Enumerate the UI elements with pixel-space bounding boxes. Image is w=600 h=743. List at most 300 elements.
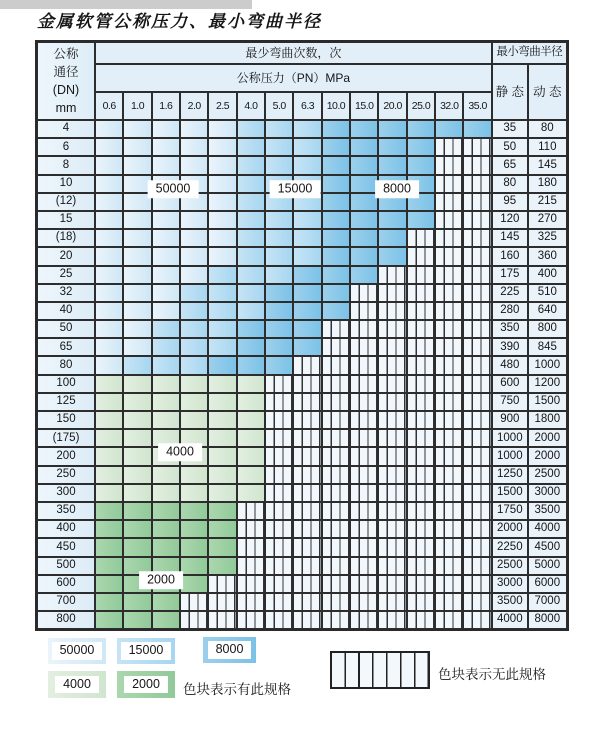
- spec-cell: [95, 611, 123, 629]
- spec-cell: [208, 156, 236, 174]
- legend-no-spec-swatch: [330, 651, 430, 689]
- dynamic-value: 2000: [528, 429, 567, 447]
- row-label: 40: [37, 302, 95, 320]
- zone-count-label: 2000: [139, 571, 183, 589]
- spec-cell: [152, 538, 180, 556]
- no-spec-cell: [463, 193, 491, 211]
- dynamic-header: 动 态: [528, 64, 567, 120]
- spec-cell: [350, 247, 378, 265]
- no-spec-cell: [463, 593, 491, 611]
- no-spec-cell: [407, 284, 435, 302]
- dynamic-value: 215: [528, 193, 567, 211]
- dynamic-value: 4000: [528, 520, 567, 538]
- spec-cell: [350, 229, 378, 247]
- spec-cell: [208, 484, 236, 502]
- no-spec-cell: [350, 520, 378, 538]
- spec-cell: [237, 466, 265, 484]
- static-value: 900: [492, 411, 528, 429]
- spec-cell: [95, 393, 123, 411]
- no-spec-cell: [407, 247, 435, 265]
- no-spec-cell: [322, 502, 350, 520]
- no-spec-cell: [435, 156, 463, 174]
- spec-cell: [237, 193, 265, 211]
- pressure-col-header: 2.0: [180, 92, 208, 120]
- spec-cell: [208, 120, 236, 138]
- legend-swatch-label: 8000: [208, 641, 252, 659]
- no-spec-cell: [208, 593, 236, 611]
- spec-cell: [237, 484, 265, 502]
- no-spec-cell: [350, 575, 378, 593]
- no-spec-cell: [350, 466, 378, 484]
- no-spec-cell: [435, 502, 463, 520]
- no-spec-cell: [435, 393, 463, 411]
- spec-cell: [293, 229, 321, 247]
- spec-cell: [123, 538, 151, 556]
- dynamic-value: 360: [528, 247, 567, 265]
- no-spec-cell: [463, 356, 491, 374]
- no-spec-cell: [463, 557, 491, 575]
- spec-cell: [208, 193, 236, 211]
- no-spec-cell: [407, 557, 435, 575]
- pressure-col-header: 0.6: [95, 92, 123, 120]
- no-spec-cell: [407, 320, 435, 338]
- no-spec-cell: [463, 429, 491, 447]
- spec-cell: [180, 520, 208, 538]
- static-value: 280: [492, 302, 528, 320]
- no-spec-cell: [378, 393, 406, 411]
- no-spec-cell: [407, 393, 435, 411]
- page-title: 金属软管公称压力、最小弯曲半径: [37, 12, 322, 32]
- no-spec-cell: [378, 375, 406, 393]
- no-spec-cell: [435, 320, 463, 338]
- spec-cell: [152, 211, 180, 229]
- row-label: 800: [37, 611, 95, 629]
- static-value: 1250: [492, 466, 528, 484]
- spec-cell: [208, 356, 236, 374]
- no-spec-cell: [378, 466, 406, 484]
- no-spec-cell: [378, 611, 406, 629]
- spec-cell: [208, 320, 236, 338]
- spec-cell: [180, 393, 208, 411]
- no-spec-cell: [237, 593, 265, 611]
- no-spec-cell: [378, 302, 406, 320]
- spec-cell: [293, 211, 321, 229]
- no-spec-cell: [293, 538, 321, 556]
- spec-cell: [180, 484, 208, 502]
- spec-cell: [265, 356, 293, 374]
- no-spec-cell: [435, 229, 463, 247]
- no-spec-cell: [378, 484, 406, 502]
- spec-cell: [378, 120, 406, 138]
- row-label: 200: [37, 447, 95, 465]
- static-value: 175: [492, 266, 528, 284]
- spec-cell: [123, 520, 151, 538]
- no-spec-cell: [322, 484, 350, 502]
- spec-cell: [95, 175, 123, 193]
- spec-cell: [378, 247, 406, 265]
- no-spec-cell: [463, 411, 491, 429]
- spec-cell: [208, 538, 236, 556]
- no-spec-cell: [322, 447, 350, 465]
- dynamic-value: 7000: [528, 593, 567, 611]
- no-spec-cell: [293, 466, 321, 484]
- spec-cell: [95, 466, 123, 484]
- spec-cell: [123, 211, 151, 229]
- spec-cell: [265, 338, 293, 356]
- no-spec-cell: [322, 356, 350, 374]
- dynamic-value: 2500: [528, 466, 567, 484]
- spec-cell: [322, 247, 350, 265]
- spec-cell: [463, 120, 491, 138]
- spec-cell: [265, 138, 293, 156]
- no-spec-cell: [378, 320, 406, 338]
- no-spec-cell: [463, 320, 491, 338]
- no-spec-cell: [378, 575, 406, 593]
- spec-cell: [322, 138, 350, 156]
- spec-cell: [208, 266, 236, 284]
- static-value: 160: [492, 247, 528, 265]
- no-spec-cell: [322, 375, 350, 393]
- spec-cell: [123, 138, 151, 156]
- no-spec-cell: [265, 393, 293, 411]
- legend-swatch-15000: [117, 638, 175, 664]
- dynamic-value: 3500: [528, 502, 567, 520]
- spec-cell: [152, 611, 180, 629]
- spec-cell: [293, 156, 321, 174]
- spec-cell: [180, 247, 208, 265]
- spec-cell: [152, 466, 180, 484]
- spec-cell: [180, 375, 208, 393]
- spec-cell: [322, 229, 350, 247]
- no-spec-cell: [435, 484, 463, 502]
- static-value: 65: [492, 156, 528, 174]
- spec-cell: [180, 229, 208, 247]
- spec-cell: [152, 484, 180, 502]
- spec-cell: [237, 120, 265, 138]
- no-spec-cell: [237, 520, 265, 538]
- spec-cell: [123, 284, 151, 302]
- spec-cell: [293, 284, 321, 302]
- spec-cell: [123, 320, 151, 338]
- spec-cell: [350, 120, 378, 138]
- spec-cell: [123, 484, 151, 502]
- spec-cell: [152, 320, 180, 338]
- spec-cell: [378, 211, 406, 229]
- legend-swatch-2000: [117, 671, 175, 698]
- spec-cell: [95, 520, 123, 538]
- no-spec-cell: [435, 266, 463, 284]
- spec-cell: [322, 284, 350, 302]
- spec-cell: [123, 411, 151, 429]
- no-spec-cell: [407, 356, 435, 374]
- spec-cell: [322, 302, 350, 320]
- no-spec-cell: [463, 284, 491, 302]
- no-spec-cell: [322, 557, 350, 575]
- no-spec-cell: [407, 520, 435, 538]
- no-spec-cell: [378, 502, 406, 520]
- spec-cell: [293, 302, 321, 320]
- spec-cell: [95, 557, 123, 575]
- spec-cell: [180, 338, 208, 356]
- no-spec-cell: [407, 538, 435, 556]
- no-spec-cell: [378, 429, 406, 447]
- bend-cycles-header: 最少弯曲次数，次: [95, 42, 492, 64]
- no-spec-cell: [265, 411, 293, 429]
- spec-cell: [208, 175, 236, 193]
- static-value: 1000: [492, 447, 528, 465]
- row-label: 100: [37, 375, 95, 393]
- row-label: (18): [37, 229, 95, 247]
- spec-cell: [350, 138, 378, 156]
- no-spec-cell: [407, 411, 435, 429]
- row-label: 4: [37, 120, 95, 138]
- spec-cell: [378, 138, 406, 156]
- spec-cell: [95, 120, 123, 138]
- no-spec-cell: [435, 520, 463, 538]
- spec-cell: [208, 411, 236, 429]
- no-spec-cell: [350, 411, 378, 429]
- spec-cell: [152, 375, 180, 393]
- spec-cell: [237, 411, 265, 429]
- no-spec-cell: [265, 557, 293, 575]
- spec-cell: [152, 393, 180, 411]
- no-spec-cell: [463, 502, 491, 520]
- no-spec-cell: [265, 375, 293, 393]
- no-spec-cell: [322, 466, 350, 484]
- no-spec-cell: [265, 593, 293, 611]
- pressure-col-header: 15.0: [350, 92, 378, 120]
- dynamic-value: 1500: [528, 393, 567, 411]
- row-label: 8: [37, 156, 95, 174]
- legend-swatch-4000: [48, 671, 106, 698]
- spec-cell: [180, 466, 208, 484]
- row-label: 32: [37, 284, 95, 302]
- no-spec-cell: [350, 538, 378, 556]
- static-value: 4000: [492, 611, 528, 629]
- spec-cell: [407, 120, 435, 138]
- dynamic-value: 4500: [528, 538, 567, 556]
- row-label: 80: [37, 356, 95, 374]
- zone-count-label: 50000: [148, 180, 199, 198]
- static-value: 350: [492, 320, 528, 338]
- spec-cell: [123, 302, 151, 320]
- spec-cell: [208, 393, 236, 411]
- spec-cell: [180, 502, 208, 520]
- spec-cell: [123, 356, 151, 374]
- spec-cell: [123, 393, 151, 411]
- no-spec-cell: [463, 302, 491, 320]
- dynamic-value: 180: [528, 175, 567, 193]
- spec-cell: [265, 320, 293, 338]
- pressure-col-header: 32.0: [435, 92, 463, 120]
- spec-cell: [350, 211, 378, 229]
- spec-cell: [152, 356, 180, 374]
- zone-count-label: 15000: [270, 180, 321, 198]
- spec-cell: [123, 593, 151, 611]
- row-label: (175): [37, 429, 95, 447]
- no-spec-cell: [350, 375, 378, 393]
- dynamic-value: 510: [528, 284, 567, 302]
- no-spec-cell: [293, 593, 321, 611]
- spec-cell: [152, 156, 180, 174]
- no-spec-cell: [435, 575, 463, 593]
- no-spec-cell: [293, 411, 321, 429]
- spec-cell: [152, 302, 180, 320]
- spec-cell: [237, 302, 265, 320]
- row-label: 50: [37, 320, 95, 338]
- dynamic-value: 8000: [528, 611, 567, 629]
- spec-cell: [95, 484, 123, 502]
- spec-cell: [152, 120, 180, 138]
- no-spec-cell: [208, 575, 236, 593]
- no-spec-cell: [435, 284, 463, 302]
- spec-cell: [237, 320, 265, 338]
- radius-header: 最小弯曲半径: [492, 42, 567, 64]
- spec-cell: [95, 138, 123, 156]
- spec-cell: [123, 502, 151, 520]
- static-value: 1750: [492, 502, 528, 520]
- spec-cell: [265, 284, 293, 302]
- spec-cell: [180, 156, 208, 174]
- row-label: 400: [37, 520, 95, 538]
- spec-cell: [237, 138, 265, 156]
- no-spec-cell: [463, 266, 491, 284]
- no-spec-cell: [208, 611, 236, 629]
- row-label: 700: [37, 593, 95, 611]
- spec-cell: [95, 266, 123, 284]
- dynamic-value: 5000: [528, 557, 567, 575]
- no-spec-cell: [378, 538, 406, 556]
- spec-cell: [95, 338, 123, 356]
- static-value: 1000: [492, 429, 528, 447]
- no-spec-cell: [293, 375, 321, 393]
- spec-cell: [180, 138, 208, 156]
- spec-cell: [208, 284, 236, 302]
- spec-cell: [180, 211, 208, 229]
- static-value: 95: [492, 193, 528, 211]
- static-value: 390: [492, 338, 528, 356]
- spec-cell: [123, 611, 151, 629]
- row-label: (12): [37, 193, 95, 211]
- no-spec-cell: [237, 557, 265, 575]
- spec-cell: [180, 356, 208, 374]
- spec-cell: [152, 247, 180, 265]
- no-spec-cell: [350, 447, 378, 465]
- spec-cell: [152, 266, 180, 284]
- no-spec-cell: [322, 338, 350, 356]
- no-spec-cell: [378, 284, 406, 302]
- pressure-header: 公称压力（PN）MPa: [95, 64, 492, 92]
- no-spec-cell: [350, 593, 378, 611]
- spec-cell: [95, 229, 123, 247]
- spec-cell: [95, 356, 123, 374]
- spec-cell: [95, 284, 123, 302]
- spec-cell: [123, 338, 151, 356]
- no-spec-cell: [350, 284, 378, 302]
- spec-cell: [123, 447, 151, 465]
- no-spec-cell: [463, 338, 491, 356]
- static-value: 225: [492, 284, 528, 302]
- no-spec-cell: [293, 356, 321, 374]
- no-spec-cell: [350, 320, 378, 338]
- spec-cell: [180, 538, 208, 556]
- static-value: 1500: [492, 484, 528, 502]
- no-spec-cell: [237, 538, 265, 556]
- zone-count-label: 4000: [158, 443, 202, 461]
- spec-cell: [208, 138, 236, 156]
- spec-cell: [322, 120, 350, 138]
- no-spec-cell: [322, 320, 350, 338]
- spec-cell: [237, 284, 265, 302]
- dynamic-value: 2000: [528, 447, 567, 465]
- spec-cell: [237, 375, 265, 393]
- spec-cell: [95, 575, 123, 593]
- spec-cell: [293, 320, 321, 338]
- no-spec-cell: [293, 447, 321, 465]
- pressure-col-header: 6.3: [293, 92, 321, 120]
- no-spec-cell: [463, 175, 491, 193]
- no-spec-cell: [265, 575, 293, 593]
- spec-cell: [265, 302, 293, 320]
- no-spec-cell: [463, 375, 491, 393]
- no-spec-cell: [322, 575, 350, 593]
- spec-cell: [95, 247, 123, 265]
- static-value: 2250: [492, 538, 528, 556]
- spec-cell: [208, 502, 236, 520]
- spec-cell: [350, 156, 378, 174]
- spec-cell: [265, 247, 293, 265]
- static-value: 3000: [492, 575, 528, 593]
- spec-cell: [208, 447, 236, 465]
- no-spec-cell: [435, 211, 463, 229]
- spec-cell: [322, 175, 350, 193]
- dn-column-header: 公称 通径 (DN) mm: [37, 42, 95, 120]
- no-spec-cell: [322, 429, 350, 447]
- spec-cell: [152, 229, 180, 247]
- dynamic-value: 800: [528, 320, 567, 338]
- spec-cell: [322, 193, 350, 211]
- pressure-col-header: 4.0: [237, 92, 265, 120]
- no-spec-cell: [265, 520, 293, 538]
- no-spec-cell: [435, 611, 463, 629]
- no-spec-cell: [407, 611, 435, 629]
- static-value: 35: [492, 120, 528, 138]
- legend-swatch-8000: [203, 637, 256, 663]
- spec-cell: [322, 266, 350, 284]
- no-spec-cell: [350, 393, 378, 411]
- no-spec-cell: [350, 484, 378, 502]
- no-spec-cell: [378, 266, 406, 284]
- no-spec-cell: [435, 338, 463, 356]
- no-spec-cell: [237, 611, 265, 629]
- no-spec-cell: [463, 229, 491, 247]
- spec-cell: [265, 120, 293, 138]
- spec-cell: [208, 229, 236, 247]
- no-spec-cell: [322, 393, 350, 411]
- spec-cell: [95, 502, 123, 520]
- no-spec-cell: [463, 156, 491, 174]
- no-spec-cell: [350, 557, 378, 575]
- dynamic-value: 845: [528, 338, 567, 356]
- no-spec-cell: [407, 484, 435, 502]
- dynamic-value: 640: [528, 302, 567, 320]
- spec-cell: [152, 338, 180, 356]
- no-spec-cell: [180, 593, 208, 611]
- spec-cell: [180, 284, 208, 302]
- spec-cell: [95, 538, 123, 556]
- static-value: 80: [492, 175, 528, 193]
- spec-cell: [123, 429, 151, 447]
